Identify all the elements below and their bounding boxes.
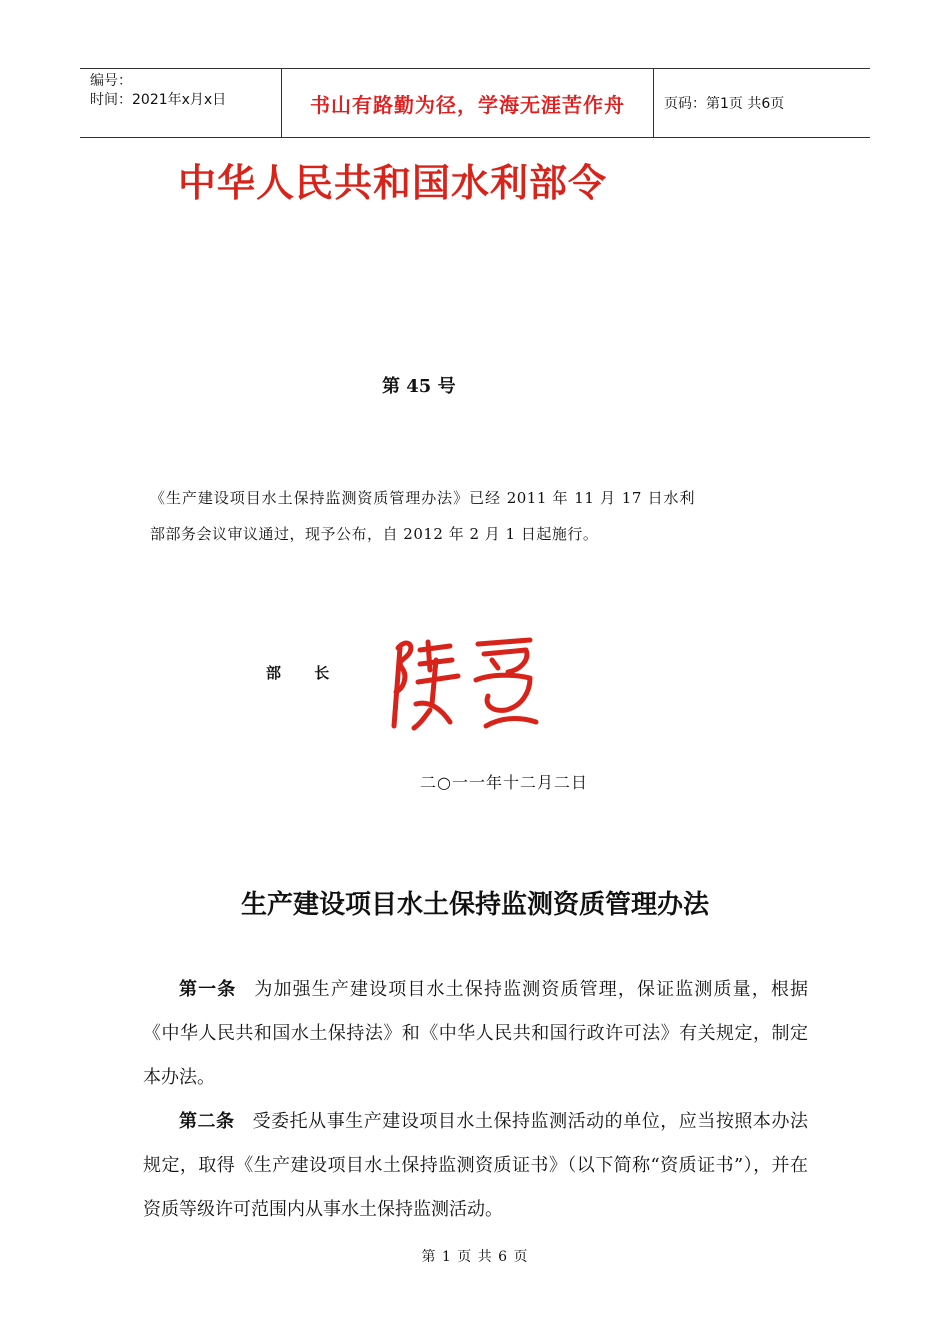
article-text: 受委托从事生产建设项目水土保持监测活动的单位，应当按照本办法规定，取得《生产建设项目水土保持监测资质证书》（以下简称“资质证书”），并在资质等级许可范围内从事水土保持监测活动。 [143, 1111, 808, 1220]
law-title: 生产建设项目水土保持监测资质管理办法 [240, 890, 709, 920]
article-1 [143, 968, 808, 1100]
decree-body: 《生产建设项目水土保持监测资质管理办法》已经 2011 年 11 月 17 日水利部部务会议审议通过，现予公布，自 2012 年 2 月 1 日起施行。 [150, 489, 695, 543]
article-label: 第一条 [179, 979, 237, 1000]
minister-signature [380, 630, 550, 740]
number-label: 编号： [90, 73, 132, 89]
page-info: 页码：第1页 共6页 [664, 96, 785, 112]
header-meta [80, 69, 282, 137]
document-header [80, 68, 870, 138]
article-text: 为加强生产建设项目水土保持监测资质管理，保证监测质量，根据《中华人民共和国水土保持法》和《中华人民共和国行政许可法》有关规定，制定本办法。 [143, 979, 809, 1088]
article-label: 第二条 [179, 1111, 235, 1132]
page-footer: 第 1 页 共 6 页 [421, 1249, 529, 1265]
time-label: 时间：2021年x月x日 [90, 92, 227, 108]
header-motto-cell [282, 69, 654, 137]
decree-number: 第 45 号 [382, 376, 456, 397]
motto-text: 书山有路勤为径，学海无涯苦作舟 [310, 92, 625, 117]
decree-date: 二○一一年十二月二日 [420, 773, 588, 792]
header-page-cell [654, 69, 870, 137]
minister-label: 部 长 [266, 664, 344, 682]
decree-title: 中华人民共和国水利部令 [178, 160, 608, 205]
article-2 [143, 1100, 808, 1232]
